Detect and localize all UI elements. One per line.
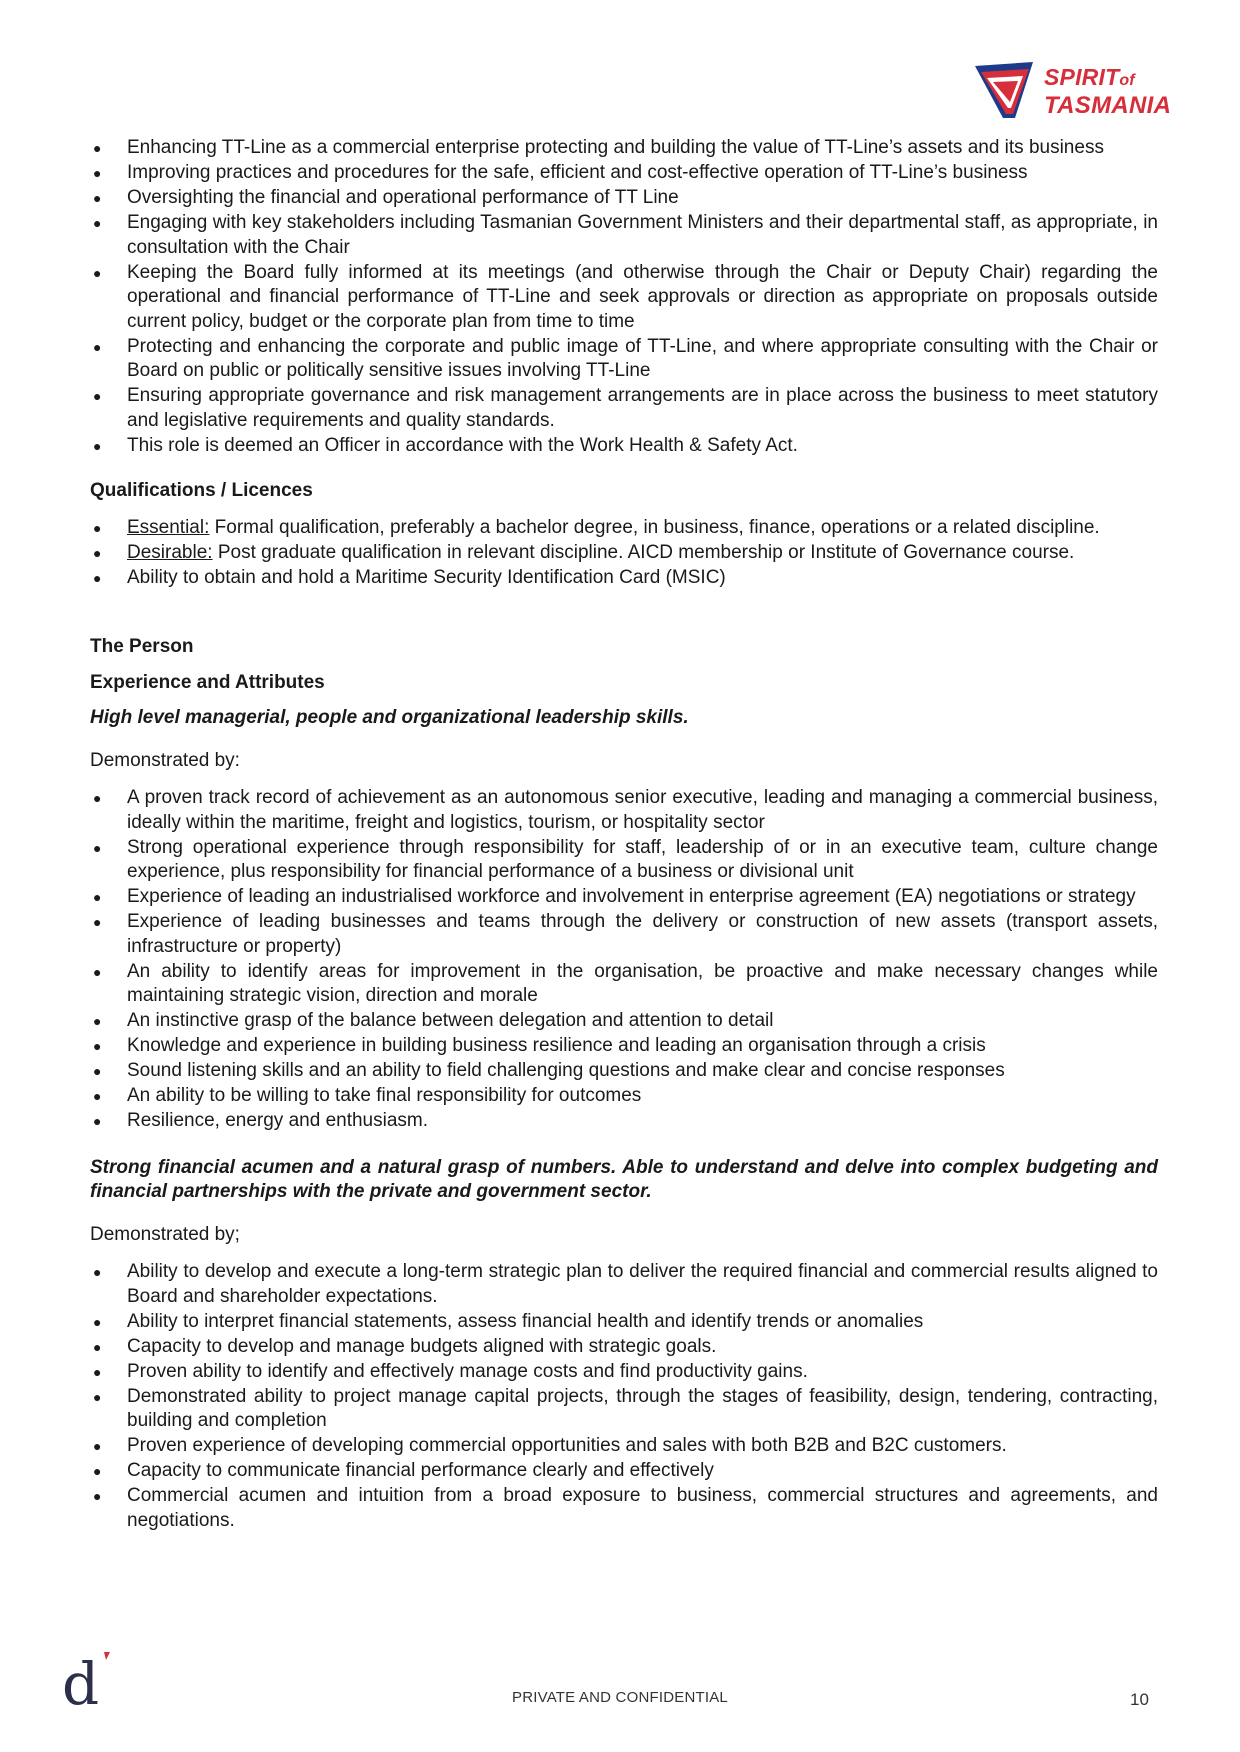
list-item-text: Ensuring appropriate governance and risk management arrangements are in place across the business to meet statutory and legislative requirements and quality standards. bbox=[127, 385, 1158, 431]
financial-title: Strong financial acumen and a natural grasp of numbers. Able to understand and delve into complex budgeting and financial partnerships with the private and government sector. bbox=[90, 1156, 1158, 1202]
bullet-icon: ● bbox=[93, 1264, 102, 1280]
leadership-bullet-list bbox=[90, 786, 1158, 1134]
list-item bbox=[90, 1385, 1158, 1434]
list-item bbox=[90, 1310, 1158, 1335]
list-item bbox=[90, 161, 1158, 186]
list-item-text: Knowledge and experience in building business resilience and leading an organisation through a crisis bbox=[127, 1035, 986, 1056]
list-item bbox=[90, 960, 1158, 1009]
financial-bullet-list bbox=[90, 1260, 1158, 1533]
qualifications-heading: Qualifications / Licences bbox=[90, 480, 313, 501]
qualifications-list bbox=[90, 516, 1158, 591]
bullet-icon: ● bbox=[93, 140, 102, 156]
list-item bbox=[90, 186, 1158, 211]
list-item-text: Capacity to develop and manage budgets aligned with strategic goals. bbox=[127, 1335, 717, 1357]
desirable-text: Post graduate qualification in relevant discipline. AICD membership or Institute of Governance course. bbox=[212, 541, 1075, 563]
bullet-icon: ● bbox=[93, 1038, 102, 1054]
list-item bbox=[90, 1059, 1158, 1084]
svg-text:d: d bbox=[62, 1650, 100, 1708]
list-item-text: Resilience, energy and enthusiasm. bbox=[127, 1110, 429, 1131]
bullet-icon: ● bbox=[93, 1313, 102, 1330]
list-item bbox=[90, 261, 1158, 335]
list-item-text: Ability to interpret financial statements, assess financial health and identify trends or anomalies bbox=[127, 1310, 924, 1332]
list-item bbox=[90, 1360, 1158, 1385]
bullet-icon: ● bbox=[93, 1438, 102, 1454]
essential-label: Essential: bbox=[127, 516, 210, 538]
bullet-icon: ● bbox=[93, 1488, 102, 1504]
msic-text: Ability to obtain and hold a Maritime Security Identification Card (MSIC) bbox=[127, 566, 726, 588]
logo-line2: TASMANIA bbox=[1044, 92, 1172, 119]
demonstrated-by-label: Demonstrated by: bbox=[90, 749, 240, 771]
bullet-icon: ● bbox=[93, 1013, 102, 1029]
bullet-icon: ● bbox=[93, 215, 102, 231]
spirit-of-tasmania-logo bbox=[973, 60, 1193, 122]
list-item-text: Enhancing TT-Line as a commercial enterprise protecting and building the value of TT-Line’s assets and its business bbox=[127, 137, 1104, 158]
bullet-icon: ● bbox=[93, 388, 102, 404]
bullet-icon: ● bbox=[93, 839, 102, 856]
list-item bbox=[90, 910, 1158, 959]
bullet-icon: ● bbox=[93, 1463, 102, 1479]
list-item-text: Demonstrated ability to project manage capital projects, through the stages of feasibility, design, tendering, contracting, building and completion bbox=[127, 1385, 1158, 1431]
list-item-text: Oversighting the financial and operational performance of TT Line bbox=[127, 187, 679, 208]
bullet-icon: ● bbox=[93, 437, 102, 454]
logo-wordmark bbox=[1044, 65, 1171, 118]
essential-text: Formal qualification, preferably a bachelor degree, in business, finance, operations or a related discipline. bbox=[209, 516, 1100, 538]
list-item bbox=[90, 434, 1158, 459]
bullet-icon: ● bbox=[93, 1388, 102, 1405]
list-item: ● Desirable: Post graduate qualification in relevant discipline. AICD membership or Institute of Governance course. bbox=[93, 541, 1075, 563]
bullet-icon: ● bbox=[93, 190, 102, 206]
experience-heading: Experience and Attributes bbox=[90, 671, 325, 693]
list-item-text: Experience of leading businesses and teams through the delivery or construction of new assets (transport assets, infrastructure or property) bbox=[127, 911, 1158, 957]
wing-emblem-icon bbox=[973, 60, 1043, 122]
bullet-icon: ● bbox=[93, 914, 102, 930]
list-item-text: Ability to develop and execute a long-term strategic plan to deliver the required financial and commercial results aligned to Board and shareholder expectations. bbox=[127, 1261, 1158, 1307]
list-item-text: Keeping the Board fully informed at its meetings (and otherwise through the Chair or Deputy Chair) regarding the operational and financial performance of TT-Line and seek approvals or direction as appropriate on proposals outside current policy, budget or the corporate plan from time to time bbox=[127, 261, 1158, 332]
leadership-title: High level managerial, people and organizational leadership skills. bbox=[90, 707, 689, 728]
list-item bbox=[90, 335, 1158, 384]
list-item-text: This role is deemed an Officer in accordance with the Work Health & Safety Act. bbox=[127, 434, 798, 456]
list-item-text: Protecting and enhancing the corporate and public image of TT-Line, and where appropriate consulting with the Chair or Board on public or politically sensitive issues involving TT-Line bbox=[127, 335, 1158, 381]
list-item bbox=[90, 836, 1158, 885]
list-item-text: Proven experience of developing commercial opportunities and sales with both B2B and B2C customers. bbox=[127, 1435, 1007, 1456]
intro-bullet-list bbox=[90, 136, 1158, 458]
list-item bbox=[90, 1335, 1158, 1360]
person-heading: The Person bbox=[90, 636, 194, 657]
list-item: ● Ability to obtain and hold a Maritime Security Identification Card (MSIC) bbox=[93, 566, 726, 588]
list-item-text: An instinctive grasp of the balance between delegation and attention to detail bbox=[127, 1010, 774, 1031]
list-item bbox=[90, 1084, 1158, 1109]
bullet-icon: ● bbox=[93, 338, 102, 355]
list-item bbox=[90, 384, 1158, 433]
document-body bbox=[90, 136, 1158, 1534]
bullet-icon: ● bbox=[93, 889, 102, 905]
demonstrated-by-label-2: Demonstrated by; bbox=[90, 1223, 240, 1245]
list-item: ● Essential: Formal qualification, preferably a bachelor degree, in business, finance, operations or a related discipline. bbox=[93, 516, 1100, 538]
list-item bbox=[90, 1109, 1158, 1134]
list-item-text: An ability to be willing to take final responsibility for outcomes bbox=[127, 1085, 642, 1106]
list-item-text: Commercial acumen and intuition from a broad exposure to business, commercial structures and agreements, and negotiations. bbox=[127, 1485, 1158, 1531]
list-item bbox=[90, 1459, 1158, 1484]
list-item-text: Experience of leading an industrialised workforce and involvement in enterprise agreement (EA) negotiations or strategy bbox=[127, 886, 1136, 907]
bullet-icon: ● bbox=[93, 165, 102, 181]
logo-line1: SPIRIT bbox=[1044, 64, 1120, 90]
bullet-icon: ● bbox=[93, 264, 102, 281]
list-item bbox=[90, 1260, 1158, 1309]
list-item-text: Capacity to communicate financial performance clearly and effectively bbox=[127, 1460, 714, 1481]
list-item-text: A proven track record of achievement as an autonomous senior executive, leading and managing a commercial business, ideally within the maritime, freight and logistics, tourism, or hospitality sector bbox=[127, 787, 1158, 833]
list-item bbox=[90, 885, 1158, 910]
list-item bbox=[90, 136, 1158, 161]
bullet-icon: ● bbox=[93, 1088, 102, 1104]
bullet-icon: ● bbox=[93, 1338, 102, 1355]
logo-line1-of: of bbox=[1119, 72, 1135, 89]
bullet-icon: ● bbox=[93, 790, 102, 806]
list-item bbox=[90, 1034, 1158, 1059]
list-item-text: Sound listening skills and an ability to field challenging questions and make clear and concise responses bbox=[127, 1060, 1005, 1081]
bullet-icon: ● bbox=[93, 1363, 102, 1380]
list-item bbox=[90, 1484, 1158, 1533]
list-item-text: Strong operational experience through responsibility for staff, leadership of or in an executive team, culture change experience, plus responsibility for financial performance of a business or divisional unit bbox=[127, 836, 1158, 882]
list-item bbox=[90, 1009, 1158, 1034]
list-item bbox=[90, 786, 1158, 835]
bullet-icon: ● bbox=[93, 1113, 102, 1129]
bullet-icon: ● bbox=[93, 963, 102, 980]
list-item-text: Engaging with key stakeholders including Tasmanian Government Ministers and their departmental staff, as appropriate, in consultation with the Chair bbox=[127, 212, 1158, 258]
bullet-icon: ● bbox=[93, 1063, 102, 1079]
list-item-text: Proven ability to identify and effectively manage costs and find productivity gains. bbox=[127, 1360, 808, 1382]
list-item-text: Improving practices and procedures for the safe, efficient and cost-effective operation of TT-Line’s business bbox=[127, 162, 1028, 183]
confidential-footer: PRIVATE AND CONFIDENTIAL bbox=[512, 1689, 728, 1706]
desirable-label: Desirable: bbox=[127, 541, 213, 563]
list-item bbox=[90, 211, 1158, 260]
list-item bbox=[90, 1434, 1158, 1459]
list-item-text: An ability to identify areas for improvement in the organisation, be proactive and make necessary changes while maintaining strategic vision, direction and morale bbox=[127, 960, 1158, 1006]
page-number: 10 bbox=[1130, 1690, 1149, 1709]
